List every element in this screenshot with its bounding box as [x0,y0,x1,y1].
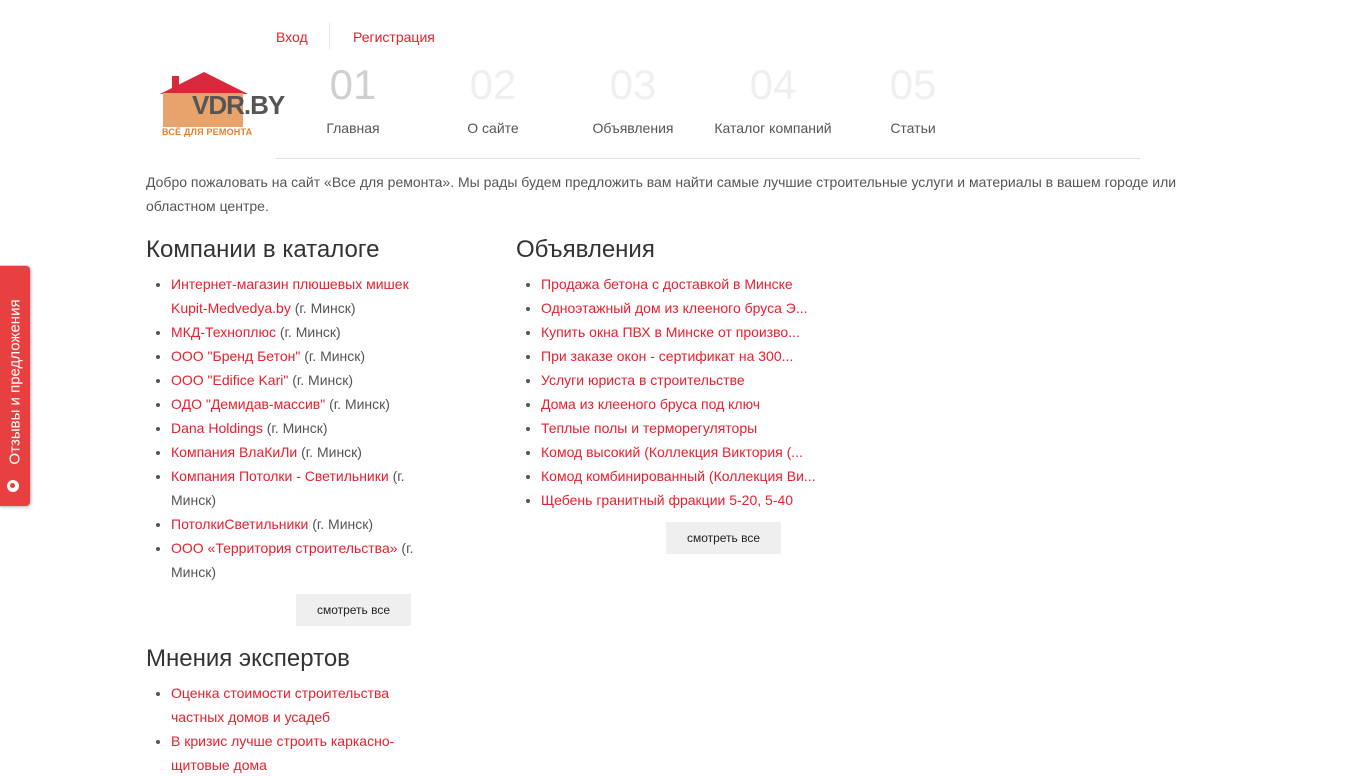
ad-link[interactable]: Комод комбинированный (Коллекция Ви... [541,468,816,484]
login-link[interactable]: Вход [276,29,308,45]
company-link[interactable]: Компания ВлаКиЛи [171,444,298,460]
company-link[interactable]: Dana Holdings [171,420,263,436]
company-link[interactable]: ПотолкиСветильники [171,516,309,532]
company-link[interactable]: Интернет-магазин плюшевых мишек Kupit-Medvedya.by [171,276,409,316]
companies-list [146,272,446,584]
site-logo[interactable] [160,72,285,140]
company-city: (г. Минск) [329,396,390,412]
list-item [541,392,836,416]
list-item [171,392,446,416]
nav-item-articles[interactable] [843,62,983,136]
ad-link[interactable]: Теплые полы и терморегуляторы [541,420,758,436]
list-item [541,488,836,512]
nav-label: Каталог компаний [714,120,832,136]
auth-divider [329,23,330,49]
company-link[interactable]: ООО "Бренд Бетон" [171,348,301,364]
list-item [541,440,836,464]
list-item [171,536,446,584]
list-item [171,464,446,512]
logo-tagline: ВСЁ ДЛЯ РЕМОНТА [162,127,253,137]
nav-number: 04 [749,61,797,108]
list-item [171,368,446,392]
list-item [171,512,446,536]
list-item [541,368,836,392]
list-item [541,344,836,368]
lightbulb-icon [7,480,19,492]
expert-article-link[interactable]: Оценка стоимости строительства частных домов и усадеб [171,685,390,725]
list-item [171,440,446,464]
list-item [541,464,836,488]
company-city: (г. Минск) [292,372,354,388]
nav-item-ads[interactable] [563,62,703,136]
nav-number: 03 [609,61,657,108]
list-item [171,681,446,729]
list-item [171,344,446,368]
ad-link[interactable]: Комод высокий (Коллекция Виктория (... [541,444,803,460]
nav-item-catalog[interactable] [703,62,843,136]
list-item [541,272,836,296]
nav-item-about[interactable] [423,62,563,136]
companies-section [146,236,446,584]
company-city: (г. Минск) [312,516,374,532]
company-city: (г. Минск) [171,468,405,508]
ads-view-all-button[interactable]: смотреть все [666,522,781,554]
nav-label: Статьи [890,120,936,136]
list-item [171,320,446,344]
ad-link[interactable]: Купить окна ПВХ в Минске от произво... [541,324,800,340]
experts-title: Мнения экспертов [146,645,350,672]
company-link[interactable]: ООО «Территория строительства» [171,540,398,556]
company-link[interactable]: МКД-Технoплюс [171,324,276,340]
intro-text: Добро пожаловать на сайт «Все для ремонта». Мы рады будем предложить вам найти самые лучшие строительные услуги и материалы в вашем городе или областном центре. [146,174,1177,214]
company-city: (г. Минск) [294,300,356,316]
list-item [541,416,836,440]
company-city: (г. Минск) [171,540,414,580]
ad-link[interactable]: При заказе окон - сертификат на 300... [541,348,794,364]
experts-list [146,681,446,777]
company-city: (г. Минск) [301,444,362,460]
experts-section [146,645,446,777]
list-item [171,729,446,777]
nav-number: 05 [889,61,937,108]
ad-link[interactable]: Щебень гранитный фракции 5-20, 5-40 [541,492,794,508]
companies-title: Компании в каталоге [146,236,380,263]
list-item [171,272,446,320]
nav-number: 01 [329,61,377,108]
ad-link[interactable]: Одноэтажный дом из клееного бруса Э... [541,300,808,316]
register-link[interactable]: Регистрация [353,29,435,45]
logo-brand: VDR.BY [192,90,285,120]
nav-number: 02 [469,61,517,108]
list-item [541,296,836,320]
companies-view-all-button[interactable]: смотреть все [296,594,411,626]
ads-title: Объявления [516,236,655,263]
company-link[interactable]: ООО "Edifice Kari" [171,372,289,388]
nav-label: О сайте [467,120,519,136]
main-nav [276,62,1140,159]
list-item [171,416,446,440]
company-city: (г. Минск) [279,324,341,340]
list-item [541,320,836,344]
expert-article-link[interactable]: В кризис лучше строить каркасно-щитовые дома [171,733,395,773]
feedback-tab-label: Отзывы и предложения [6,299,24,465]
company-city: (г. Минск) [266,420,328,436]
company-city: (г. Минск) [304,348,366,364]
company-link[interactable]: Компания Потолки - Светильники [171,468,389,484]
feedback-tab[interactable] [0,266,30,506]
ads-section [516,236,836,512]
nav-label: Главная [326,120,380,136]
ad-link[interactable]: Продажа бетона с доставкой в Минске [541,276,793,292]
ad-link[interactable]: Дома из клееного бруса под ключ [541,396,761,412]
nav-label: Объявления [592,120,674,136]
nav-item-home[interactable] [283,62,423,136]
ads-list [516,272,836,512]
ad-link[interactable]: Услуги юриста в строительстве [541,372,745,388]
company-link[interactable]: ОДО "Демидав-массив" [171,396,326,412]
